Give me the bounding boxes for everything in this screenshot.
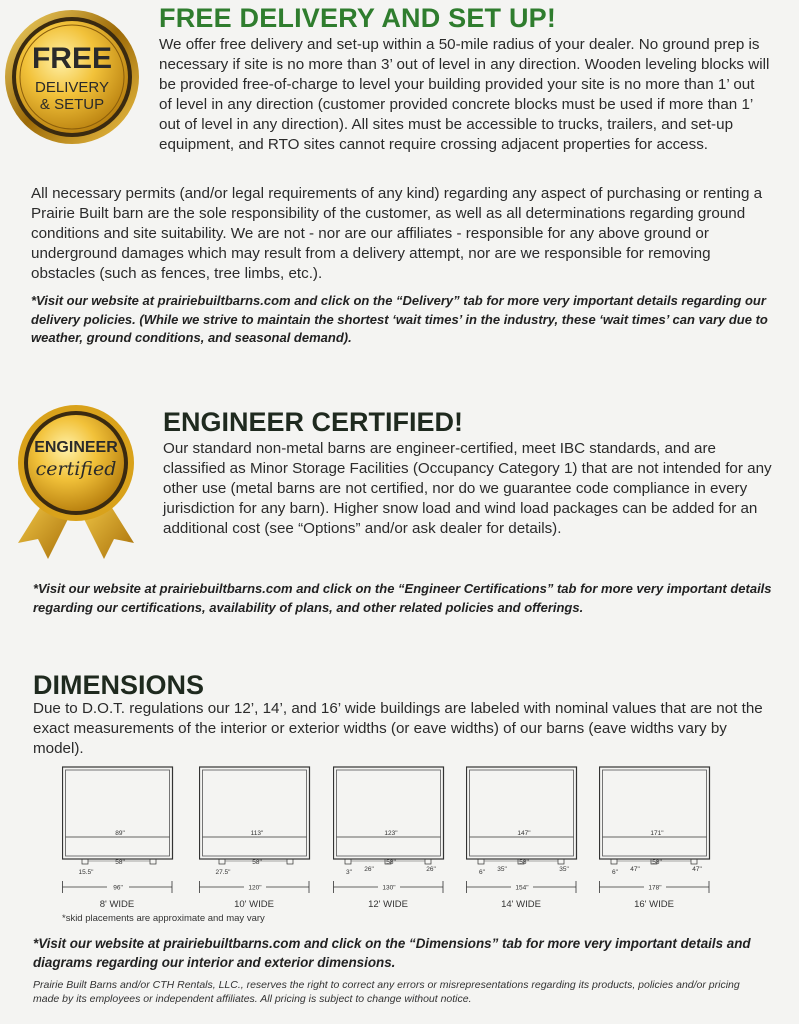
skid-note: *skid placements are approximate and may vary <box>62 913 265 924</box>
badge-free-text: FREE <box>31 42 112 75</box>
diagram-outer-wall <box>600 767 710 859</box>
diagram-skid <box>611 859 617 864</box>
diagram-skid <box>150 859 156 864</box>
delivery-title: FREE DELIVERY AND SET UP! <box>159 3 557 33</box>
diagram-outer-wall <box>200 767 310 859</box>
diagram-eave-width: 178" <box>648 884 662 892</box>
dimension-diagram <box>466 764 581 912</box>
diagram-skid-offset: 47" <box>630 866 640 873</box>
diagram-skid-span: 58" <box>386 859 396 866</box>
diagram-outer-wall <box>334 767 444 859</box>
diagram-interior-width: 113" <box>250 830 264 837</box>
dimensions-title: DIMENSIONS <box>33 670 205 700</box>
diagram-skid <box>478 859 484 864</box>
dimension-diagram <box>62 764 177 912</box>
dimension-diagram <box>199 764 314 912</box>
diagram-inner-wall <box>337 770 441 856</box>
diagram-skid <box>691 859 697 864</box>
diagram-skid <box>219 859 225 864</box>
diagram-drawing <box>333 764 448 894</box>
diagram-skid <box>558 859 564 864</box>
diagram-interior-width: 171" <box>650 830 664 837</box>
disclaimer: Prairie Built Barns and/or CTH Rentals, LLC., reserves the right to correct any errors or misrepresentations regarding its products, policies and/or pricing made by its employees or independent affiliates. All pricing is subject to change without notice. <box>33 979 740 1005</box>
diagram-width-label: 14' WIDE <box>501 899 541 910</box>
diagram-width-label: 8' WIDE <box>99 899 135 910</box>
diagram-eave-width: 154" <box>515 884 529 892</box>
free-delivery-badge <box>3 8 141 146</box>
diagram-skid <box>82 859 88 864</box>
dimension-diagrams <box>0 764 799 914</box>
diagram-skid-span: 58" <box>115 859 125 866</box>
diagram-skid-span: 58" <box>652 859 662 866</box>
diagram-skid-offset: 35" <box>497 866 507 873</box>
diagram-width-label: 12' WIDE <box>368 899 408 910</box>
diagram-skid-offset: 26" <box>426 866 436 873</box>
engineer-title: ENGINEER CERTIFIED! <box>163 407 464 437</box>
diagram-width-label: 16' WIDE <box>634 899 674 910</box>
delivery-intro: We offer free delivery and set-up within a 50-mile radius of your dealer. No ground prep is necessary if site is no more than 3’ out of level in any direction. Wooden leveling blocks will be provided free-of-charge to level your building provided your site is no more than 1’ out of level in any direction (customer provided concrete blocks must be used if more than 1’ out of level in any direction). All sites must be accessible to trucks, trailers, and set-up equipment, and RTO sites cannot require crossing adjacent properties for access. <box>159 36 770 153</box>
diagram-interior-width: 147" <box>517 830 531 837</box>
diagram-drawing <box>599 764 714 894</box>
diagram-inner-wall <box>603 770 707 856</box>
diagram-skid-offset: 47" <box>692 866 702 873</box>
diagram-inner-wall <box>203 770 307 856</box>
badge-setup-text: & SETUP <box>39 96 105 113</box>
diagram-skid-offset: 26" <box>364 866 374 873</box>
delivery-permits: All necessary permits (and/or legal requirements of any kind) regarding any aspect of purchasing or renting a Prairie Built barn are the sole responsibility of the customer, as well as all determinations regarding ground conditions and site suitability. We are not - nor are our affiliates - responsible for any above ground or underground damages which may result from a delivery attempt, nor are we responsible for removing obstacles (such as fences, tree limbs, etc.). <box>31 185 763 282</box>
dimensions-body: Due to D.O.T. regulations our 12’, 14’, and 16’ wide buildings are labeled with nominal values that are not the exact measurements of the interior or exterior widths (or eave widths) of our barns (eave widths vary by model). <box>33 700 763 757</box>
diagram-skid-offset: 6" <box>612 869 618 876</box>
diagram-width-label: 10' WIDE <box>234 899 274 910</box>
diagram-skid-span: 58" <box>252 859 262 866</box>
dimensions-note: *Visit our website at prairiebuiltbarns.com and click on the “Dimensions” tab for more very important details and diagrams regarding our interior and exterior dimensions. <box>33 936 751 970</box>
diagram-drawing <box>466 764 581 894</box>
diagram-inner-wall <box>66 770 170 856</box>
diagram-skid-offset: 27.5" <box>215 869 231 876</box>
diagram-skid <box>345 859 351 864</box>
diagram-skid-offset: 15.5" <box>78 869 94 876</box>
diagram-skid-offset: 3" <box>346 869 352 876</box>
diagram-eave-width: 130" <box>382 884 396 892</box>
diagram-interior-width: 89" <box>115 830 125 837</box>
diagram-skid <box>425 859 431 864</box>
diagram-drawing <box>199 764 314 894</box>
diagram-outer-wall <box>63 767 173 859</box>
diagram-skid-offset: 6" <box>479 869 485 876</box>
badge-certified-text: certified <box>35 458 117 480</box>
diagram-skid-offset: 35" <box>559 866 569 873</box>
diagram-drawing <box>62 764 177 894</box>
diagram-inner-wall <box>470 770 574 856</box>
diagram-eave-width: 96" <box>113 884 123 892</box>
engineer-certified-badge <box>10 403 142 563</box>
dimension-diagram <box>599 764 714 912</box>
diagram-skid-span: 58" <box>519 859 529 866</box>
diagram-interior-width: 123" <box>384 830 398 837</box>
badge-delivery-text: DELIVERY <box>35 79 109 96</box>
diagram-skid <box>287 859 293 864</box>
delivery-note: *Visit our website at prairiebuiltbarns.com and click on the “Delivery” tab for more very important details regarding our delivery policies. (While we strive to maintain the shortest ‘wait times’ in the industry, these ‘wait times’ can vary due to weather, ground conditions, and seasonal demand). <box>31 293 768 345</box>
diagram-eave-width: 120" <box>248 884 262 892</box>
diagram-outer-wall <box>467 767 577 859</box>
engineer-body: Our standard non-metal barns are engineer-certified, meet IBC standards, and are classified as Minor Storage Facilities (Occupancy Category 1) that are not intended for any other use (metal barns are not certified, nor do we guarantee code compliance in every jurisdiction for any barn). Higher snow load and wind load packages can be added for an additional cost (see “Options” and/or ask dealer for details). <box>163 440 772 537</box>
dimension-diagram <box>333 764 448 912</box>
engineer-note: *Visit our website at prairiebuiltbarns.com and click on the “Engineer Certifications” tab for more very important details regarding our certifications, availability of plans, and other related policies and offerings. <box>33 581 772 615</box>
badge-engineer-text: ENGINEER <box>34 439 118 456</box>
